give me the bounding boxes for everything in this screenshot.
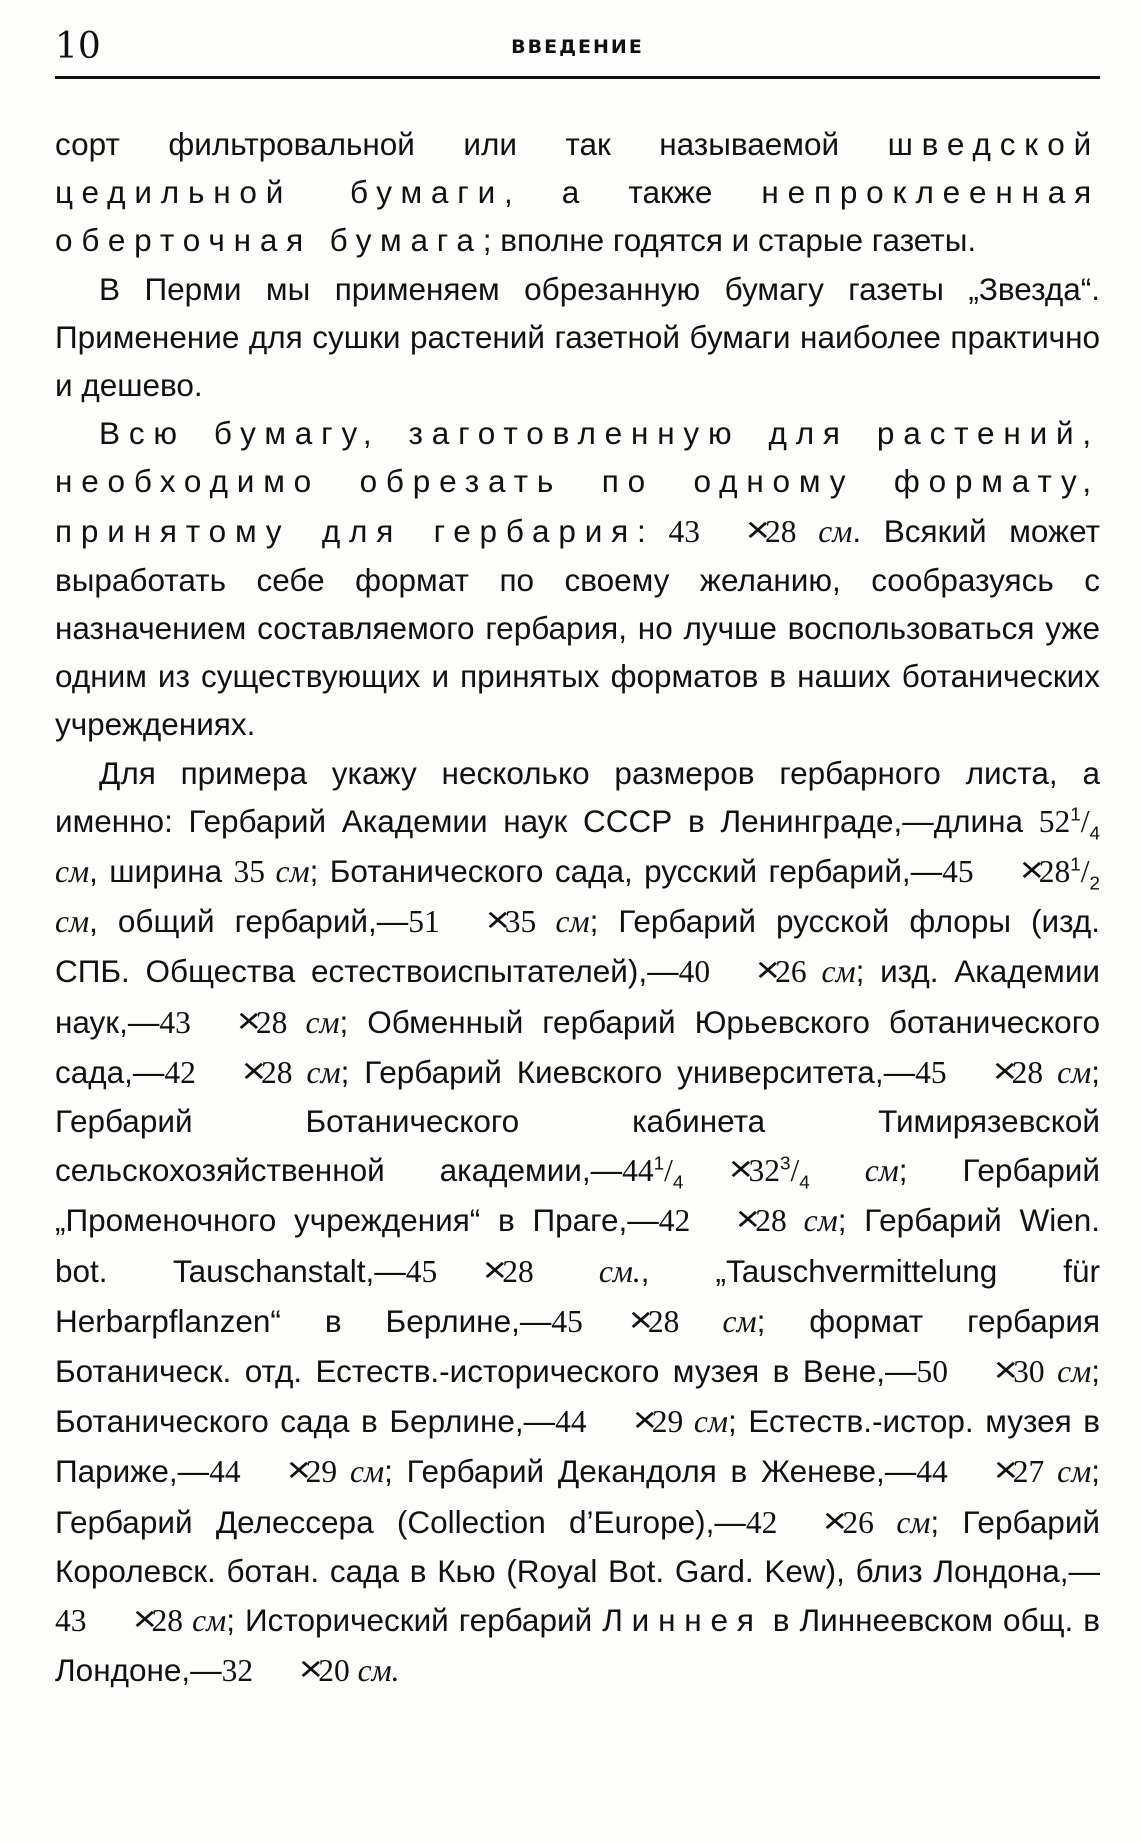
running-title: ВВЕДЕНИЕ bbox=[511, 36, 644, 58]
paragraph bbox=[55, 120, 1100, 265]
unit-label: см bbox=[693, 1404, 728, 1440]
text-run: 28 bbox=[255, 1004, 306, 1040]
unit-label: см bbox=[722, 1303, 757, 1339]
text-run: 45 bbox=[942, 854, 974, 890]
paragraph bbox=[55, 749, 1100, 1696]
text-run: Всю бумагу, заготовленную для растений, необходимо обрезать по одному формату, принятому для гербария bbox=[55, 415, 1100, 549]
text-run: 1 bbox=[1070, 804, 1081, 826]
text-run: 45 bbox=[405, 1253, 438, 1289]
text-run: ; Обменный гербарий Юрьевского ботанического сада,— bbox=[55, 1003, 1101, 1090]
text-run: 28 bbox=[1038, 854, 1071, 890]
text-run: 35 bbox=[233, 854, 276, 890]
text-run: 42 bbox=[164, 1054, 196, 1090]
text-run: шведской цедильной бумаги bbox=[55, 126, 1100, 211]
unit-label: см bbox=[864, 1153, 899, 1189]
text-run: 42 bbox=[658, 1203, 691, 1239]
text-run: / bbox=[1080, 854, 1090, 890]
text-run: Для примера укажу несколько размеров гербарного листа, а именно: Гербарий Академии наук СССР в Ленинграде,—длина bbox=[55, 754, 1100, 839]
multiply-sign: × bbox=[992, 1049, 1017, 1091]
text-run: в Линнеевском общ. в Лондоне,— bbox=[55, 1602, 1101, 1689]
multiply-sign: × bbox=[241, 1049, 266, 1091]
multiply-sign: × bbox=[298, 1648, 324, 1690]
unit-label: см bbox=[306, 1054, 341, 1090]
text-run: ; Гербарий Wien. bot. Tauschanstalt,— bbox=[55, 1202, 1101, 1289]
text-run: 32 bbox=[748, 1153, 780, 1189]
text-run: 45 bbox=[915, 1054, 947, 1090]
unit-label: см bbox=[1057, 1054, 1092, 1090]
text-run: ; Гербарий русской флоры (изд. СПБ. Общества естествоиспытателей),— bbox=[55, 903, 1101, 990]
unit-label: см bbox=[1057, 1354, 1092, 1390]
multiply-sign: × bbox=[993, 1449, 1018, 1491]
unit-label: см bbox=[1057, 1454, 1092, 1490]
page-number: 10 bbox=[55, 26, 101, 67]
text-run: : bbox=[637, 512, 669, 549]
text-run: ; изд. Академии наук,— bbox=[55, 953, 1101, 1040]
text-run: , „Tauschvermittelung für Herbarpflanzen“ в Берлине,— bbox=[55, 1252, 1101, 1339]
multiply-sign: × bbox=[745, 508, 770, 550]
multiply-sign: × bbox=[286, 1449, 311, 1491]
unit-label: см bbox=[55, 904, 90, 940]
multiply-sign: × bbox=[823, 1499, 848, 1541]
text-run: ; Гербарий Киевского университета,— bbox=[340, 1053, 916, 1090]
text-run: ; Гербарий Королевск. ботан. сада в Кью (Royal Bot. Gard. Kew), близ Лондона,— bbox=[55, 1503, 1101, 1589]
text-run: / bbox=[664, 1153, 673, 1189]
unit-label: см. bbox=[598, 1253, 641, 1289]
text-run: 42 bbox=[745, 1504, 778, 1540]
text-run: 43 bbox=[55, 1603, 87, 1639]
unit-label: см bbox=[305, 1004, 340, 1040]
text-run: 28 bbox=[151, 1603, 193, 1639]
unit-label: см bbox=[55, 854, 90, 890]
multiply-sign: × bbox=[993, 1349, 1018, 1391]
multiply-sign: × bbox=[132, 1598, 157, 1640]
text-run: 43 bbox=[668, 513, 700, 549]
unit-label: см bbox=[803, 1203, 838, 1239]
text-run: ; Естеств.-истор. музея в Париже,— bbox=[55, 1403, 1100, 1490]
multiply-sign: × bbox=[628, 1298, 653, 1340]
text-run: / bbox=[1080, 803, 1090, 839]
text-run: ; Гербарий Декандоля в Женеве,— bbox=[384, 1453, 917, 1490]
text-run bbox=[810, 1152, 865, 1188]
text-run: ; вполне годятся и старые газеты. bbox=[482, 222, 977, 259]
text-run: 28 bbox=[755, 1203, 804, 1239]
text-run: 4 bbox=[1089, 823, 1100, 845]
text-run: 35 bbox=[504, 904, 556, 940]
text-run: 29 bbox=[305, 1454, 351, 1490]
text-run: , а также bbox=[503, 174, 762, 211]
text-run: 26 bbox=[842, 1504, 897, 1540]
paragraph bbox=[55, 265, 1100, 410]
unit-label: см bbox=[896, 1504, 931, 1540]
multiply-sign: × bbox=[485, 899, 510, 941]
unit-label: см bbox=[192, 1603, 227, 1639]
text-run: 26 bbox=[775, 954, 822, 990]
text-run: 28 bbox=[764, 513, 819, 549]
text-run: , общий гербарий,— bbox=[89, 903, 409, 940]
multiply-sign: × bbox=[755, 949, 781, 991]
text-run: ; Гербарий Делессера (Collection d’Europe),— bbox=[55, 1453, 1100, 1540]
unit-label: см bbox=[821, 954, 856, 990]
multiply-sign: × bbox=[236, 999, 261, 1041]
text-run: / bbox=[790, 1153, 800, 1189]
text-run: 20 bbox=[318, 1653, 358, 1689]
text-run: 45 bbox=[551, 1303, 583, 1339]
text-run: 44 bbox=[555, 1404, 587, 1440]
text-run: 1 bbox=[653, 1153, 665, 1175]
paragraph bbox=[55, 409, 1100, 748]
text-run: . Всякий может выработать себе формат по своему желанию, сообразуясь с назначением составляемого гербария, но лучше воспользоваться уже одним из существующих и принятых форматов в наших ботанических учреждениях. bbox=[55, 512, 1101, 743]
text-run: 51 bbox=[408, 904, 440, 940]
text-run: 28 bbox=[1011, 1054, 1058, 1090]
multiply-sign: × bbox=[1019, 849, 1044, 891]
text-run: 4 bbox=[799, 1172, 810, 1194]
text-run: 40 bbox=[678, 954, 711, 990]
unit-label: см bbox=[275, 854, 310, 890]
text-run: 3 bbox=[779, 1153, 791, 1175]
text-run: ; Ботанического сада в Берлине,— bbox=[55, 1353, 1100, 1440]
text-run: 28 bbox=[647, 1303, 723, 1339]
text-run: 4 bbox=[672, 1172, 684, 1194]
text-run: В Перми мы применяем обрезанную бумагу газеты „Звезда“. Применение для сушки растений газетной бумаги наиболее практично и дешево. bbox=[55, 270, 1100, 404]
body-text bbox=[55, 120, 1100, 1696]
text-run: ; Гербарий Ботанического кабинета Тимирязевской сельскохозяйственной академии,— bbox=[55, 1053, 1101, 1189]
text-run: 1 bbox=[1070, 854, 1081, 876]
text-run: 44 bbox=[209, 1454, 241, 1490]
page-header bbox=[55, 24, 1100, 79]
multiply-sign: × bbox=[632, 1399, 657, 1441]
text-run: ; формат гербария Ботаническ. отд. Естеств.-исторического музея в Вене,— bbox=[55, 1302, 1100, 1390]
text-run: 28 bbox=[260, 1054, 307, 1090]
unit-label: см. bbox=[357, 1653, 400, 1689]
multiply-sign: × bbox=[482, 1248, 508, 1290]
text-run: сорт фильтровальной или так называемой bbox=[55, 126, 888, 162]
text-run: Линнея bbox=[602, 1602, 763, 1639]
text-run: 29 bbox=[651, 1404, 694, 1440]
text-run: 44 bbox=[622, 1153, 654, 1189]
text-run: 30 bbox=[1013, 1354, 1058, 1390]
text-run: 52 bbox=[1038, 803, 1071, 839]
text-run: ; Гербарий „Променочного учреждения“ в Праге,— bbox=[55, 1152, 1100, 1239]
text-run: ; Исторический гербарий bbox=[226, 1602, 603, 1639]
text-run: непроклеенная оберточная бумага bbox=[55, 174, 1100, 259]
unit-label: см bbox=[818, 513, 853, 549]
multiply-sign: × bbox=[729, 1148, 754, 1190]
text-run: , ширина bbox=[89, 853, 234, 890]
text-run: 27 bbox=[1012, 1454, 1058, 1490]
text-run: 50 bbox=[916, 1354, 949, 1390]
multiply-sign: × bbox=[735, 1198, 761, 1240]
text-run: ; Ботанического сада, русский гербарий,— bbox=[309, 853, 943, 890]
text-run: 2 bbox=[1089, 873, 1100, 895]
text-run: 44 bbox=[916, 1454, 948, 1490]
text-run: 32 bbox=[221, 1653, 254, 1689]
text-run: 28 bbox=[502, 1253, 599, 1289]
unit-label: см bbox=[350, 1454, 385, 1490]
text-run: 43 bbox=[159, 1004, 191, 1040]
unit-label: см bbox=[555, 904, 590, 940]
